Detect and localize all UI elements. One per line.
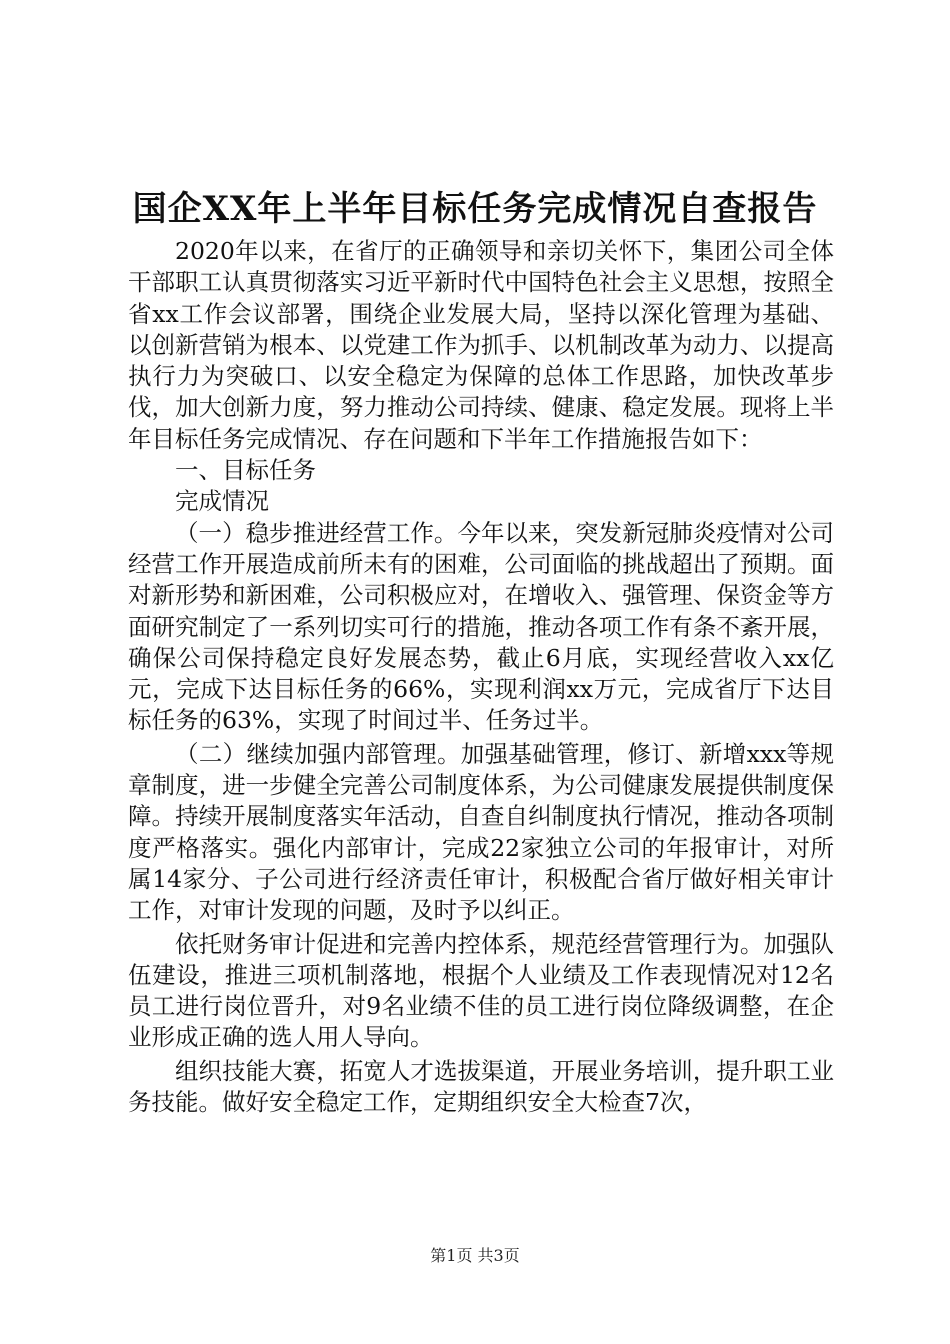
heading-section-1: 一、目标任务 [175, 456, 316, 485]
paragraph-intro: 2020年以来，在省厅的正确领导和亲切关怀下，集团公司全体干部职工认真贯彻落实习近平新时代中国特色社会主义思想，按照全省xx工作会议部署，围绕企业发展大局，坚持以深化管理为基础、以创新营销为根本、以党建工作为抓手、以机制改革为动力、以提高执行力为突破口、以安全稳定为保障的总体工作思路，加快改革步伐，加大创新力度，努力推动公司持续、健康、稳定发展。现将上半年目标任务完成情况、存在问题和下半年工作措施报告如下： [128, 237, 834, 453]
document-title: 国企XX年上半年目标任务完成情况自查报告 [132, 189, 818, 229]
paragraph-internal-control: 依托财务审计促进和完善内控体系，规范经营管理行为。加强队伍建设，推进三项机制落地，根据个人业绩及工作表现情况对12名员工进行岗位晋升，对9名业绩不佳的员工进行岗位降级调整，在企业形成正确的选人用人导向。 [128, 929, 834, 1052]
page-number: 第1页 共3页 [430, 1246, 520, 1265]
paragraph-operations: （一）稳步推进经营工作。今年以来，突发新冠肺炎疫情对公司经营工作开展造成前所未有的困难，公司面临的挑战超出了预期。面对新形势和新困难，公司积极应对，在增收入、强管理、保资金等方面研究制定了一系列切实可行的措施，推动各项工作有条不紊开展，确保公司保持稳定良好发展态势，截止6月底，实现经营收入xx亿元，完成下达目标任务的66%，实现利润xx万元，完成省厅下达目标任务的63%，实现了时间过半、任务过半。 [128, 518, 834, 735]
paragraph-internal-management: （二）继续加强内部管理。加强基础管理，修订、新增xxx等规章制度，进一步健全完善公司制度体系，为公司健康发展提供制度保障。持续开展制度落实年活动，自查自纠制度执行情况，推动各项制度严格落实。强化内部审计，完成22家独立公司的年报审计，对所属14家分、子公司进行经济责任审计，积极配合省厅做好相关审计工作，对审计发现的问题，及时予以纠正。 [128, 739, 834, 925]
paragraph-skills-safety: 组织技能大赛，拓宽人才选拔渠道，开展业务培训，提升职工业务技能。做好安全稳定工作，定期组织安全大检查7次， [128, 1056, 834, 1117]
subheading-completion: 完成情况 [175, 487, 269, 516]
document-body [128, 236, 834, 1118]
